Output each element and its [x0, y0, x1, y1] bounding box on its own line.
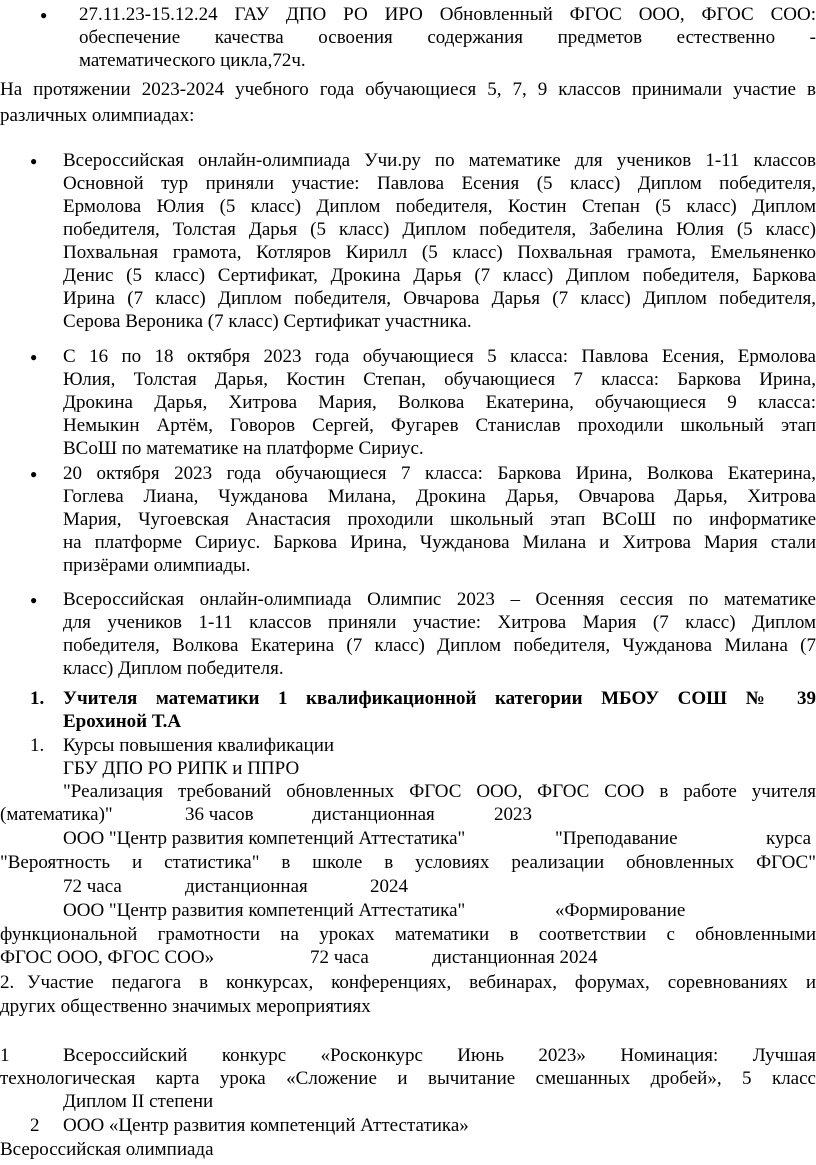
teacher-heading-line-1: Учителя математики 1 квалификационной категории МБОУ СОШ № 39 — [63, 688, 816, 709]
olymp4-line-2: для учеников 1-11 классов приняли участие: Хитрова Мария (7 класс) Диплом — [63, 612, 816, 633]
olymp2-line-5: ВСоШ по математике на платформе Сириус. — [63, 438, 424, 459]
olymp2-line-3: Дрокина Дарья, Хитрова Мария, Волкова Екатерина, обучающиеся 9 класса: — [63, 392, 816, 413]
bullet-icon: ● — [40, 8, 48, 22]
contest1-line-2: технологическая карта урока «Сложение и вычитание смешанных дробей», 5 класс — [0, 1068, 816, 1089]
course2-title-a: "Преподавание — [555, 828, 678, 849]
course3-hours: 72 часа — [310, 947, 369, 968]
olymp1-line-7: Ирина (7 класс) Диплом победителя, Овчарова Дарья (7 класс) Диплом победителя, — [63, 288, 816, 309]
course1-title-line-2: (математика)" — [0, 804, 113, 825]
olymp3-line-3: Мария, Чугоевская Анастасия проходили школьный этап ВСоШ по информатике — [63, 509, 816, 530]
bullet-icon: ● — [30, 467, 38, 481]
course2-form: дистанционная — [185, 876, 308, 897]
course1-year: 2023 — [494, 804, 532, 825]
olymp1-line-3: Ермолова Юлия (5 класс) Диплом победителя, Костин Степан (5 класс) Диплом — [63, 196, 816, 217]
contest2-line-1: ООО «Центр развития компетенций Аттестатика» — [63, 1115, 469, 1136]
course3-title-a: «Формирование — [555, 900, 686, 921]
course2-hours: 72 часа — [63, 876, 122, 897]
olymp1-line-8: Серова Вероника (7 класс) Сертификат участника. — [63, 311, 472, 332]
participation-line-1: Участие педагога в конкурсах, конференциях, вебинарах, форумах, соревнованиях и — [27, 972, 816, 993]
bullet-icon: ● — [30, 350, 38, 364]
courses-num: 1. — [30, 735, 45, 756]
course3-form: дистанционная 2024 — [432, 947, 598, 968]
olymp-intro-line-1: На протяжении 2023-2024 учебного года обучающиеся 5, 7, 9 классов принимали участие в — [0, 79, 816, 100]
participation-num: 2. — [0, 972, 15, 993]
bullet-icon: ● — [30, 154, 38, 168]
course1-org: ГБУ ДПО РО РИПК и ППРО — [63, 758, 300, 779]
course3-title-line-2: функциональной грамотности на уроках математики в соответствии с обновленными — [0, 924, 816, 945]
contest1-line-3: Диплом II степени — [63, 1091, 214, 1112]
olymp3-line-2: Гоглева Лиана, Чужданова Милана, Дрокина Дарья, Овчарова Дарья, Хитрова — [63, 486, 816, 507]
olymp2-line-1: С 16 по 18 октября 2023 года обучающиеся 5 класса: Павлова Есения, Ермолова — [63, 346, 816, 367]
contest2-num: 2 — [30, 1115, 40, 1136]
course2-title-line-2: "Вероятность и статистика" в школе в условиях реализации обновленных ФГОС" — [0, 852, 816, 873]
olymp4-line-3: победителя, Волкова Екатерина (7 класс) Диплом победителя, Чужданова Милана (7 — [63, 635, 816, 656]
olymp2-line-2: Юлия, Толстая Дарья, Костин Степан, обучающиеся 7 класса: Баркова Ирина, — [63, 369, 816, 390]
courses-title: Курсы повышения квалификации — [63, 735, 335, 756]
course1-form: дистанционная — [312, 804, 435, 825]
contest2-line-2: Всероссийская олимпиада — [0, 1139, 214, 1160]
course2-year: 2024 — [370, 876, 408, 897]
intro-course-line-2: обеспечение качества освоения содержания предметов естественно - — [79, 27, 816, 48]
intro-course-line-1: 27.11.23-15.12.24 ГАУ ДПО РО ИРО Обновленный ФГОС ООО, ФГОС СОО: — [79, 4, 816, 25]
olymp1-line-1: Всероссийская онлайн-олимпиада Учи.ру по математике для учеников 1-11 классов — [63, 150, 816, 171]
olymp1-line-2: Основной тур приняли участие: Павлова Есения (5 класс) Диплом победителя, — [63, 173, 816, 194]
teacher-heading-line-2: Ерохиной Т.А — [63, 711, 182, 732]
olymp1-line-4: победителя, Толстая Дарья (5 класс) Диплом победителя, Забелина Юлия (5 класс) — [63, 219, 816, 240]
course1-title-line-1: "Реализация требований обновленных ФГОС ООО, ФГОС СОО в работе учителя — [63, 781, 816, 802]
olymp3-line-4: на платформе Сириус. Баркова Ирина, Чужданова Милана и Хитрова Мария стали — [63, 532, 816, 553]
olymp3-line-5: призёрами олимпиады. — [63, 555, 251, 576]
bullet-icon: ● — [30, 593, 38, 607]
contest1-line-1: Всероссийский конкурс «Росконкурс Июнь 2023» Номинация: Лучшая — [63, 1045, 816, 1066]
olymp2-line-4: Немыкин Артём, Говоров Сергей, Фугарев Станислав проходили школьный этап — [63, 415, 816, 436]
olymp1-line-5: Похвальная грамота, Котляров Кирилл (5 класс) Похвальная грамота, Емельяненко — [63, 242, 816, 263]
olymp3-line-1: 20 октября 2023 года обучающиеся 7 класса: Баркова Ирина, Волкова Екатерина, — [63, 463, 816, 484]
course3-title-line-3: ФГОС ООО, ФГОС СОО» — [0, 947, 215, 968]
olymp4-line-1: Всероссийская онлайн-олимпиада Олимпис 2023 – Осенняя сессия по математике — [63, 589, 816, 610]
course1-hours: 36 часов — [185, 804, 254, 825]
course2-org: ООО "Центр развития компетенций Аттестатика" — [63, 828, 466, 849]
olymp1-line-6: Денис (5 класс) Сертификат, Дрокина Дарья (7 класс) Диплом победителя, Баркова — [63, 265, 816, 286]
contest1-num: 1 — [0, 1045, 10, 1066]
teacher-num: 1. — [30, 688, 45, 709]
course2-title-b: курса — [766, 828, 812, 849]
olymp-intro-line-2: различных олимпиадах: — [0, 105, 195, 126]
participation-line-2: других общественно значимых мероприятиях — [0, 996, 371, 1017]
intro-course-line-3: математического цикла,72ч. — [79, 50, 306, 71]
course3-org: ООО "Центр развития компетенций Аттестатика" — [63, 900, 466, 921]
olymp4-line-4: класс) Диплом победителя. — [63, 658, 284, 679]
